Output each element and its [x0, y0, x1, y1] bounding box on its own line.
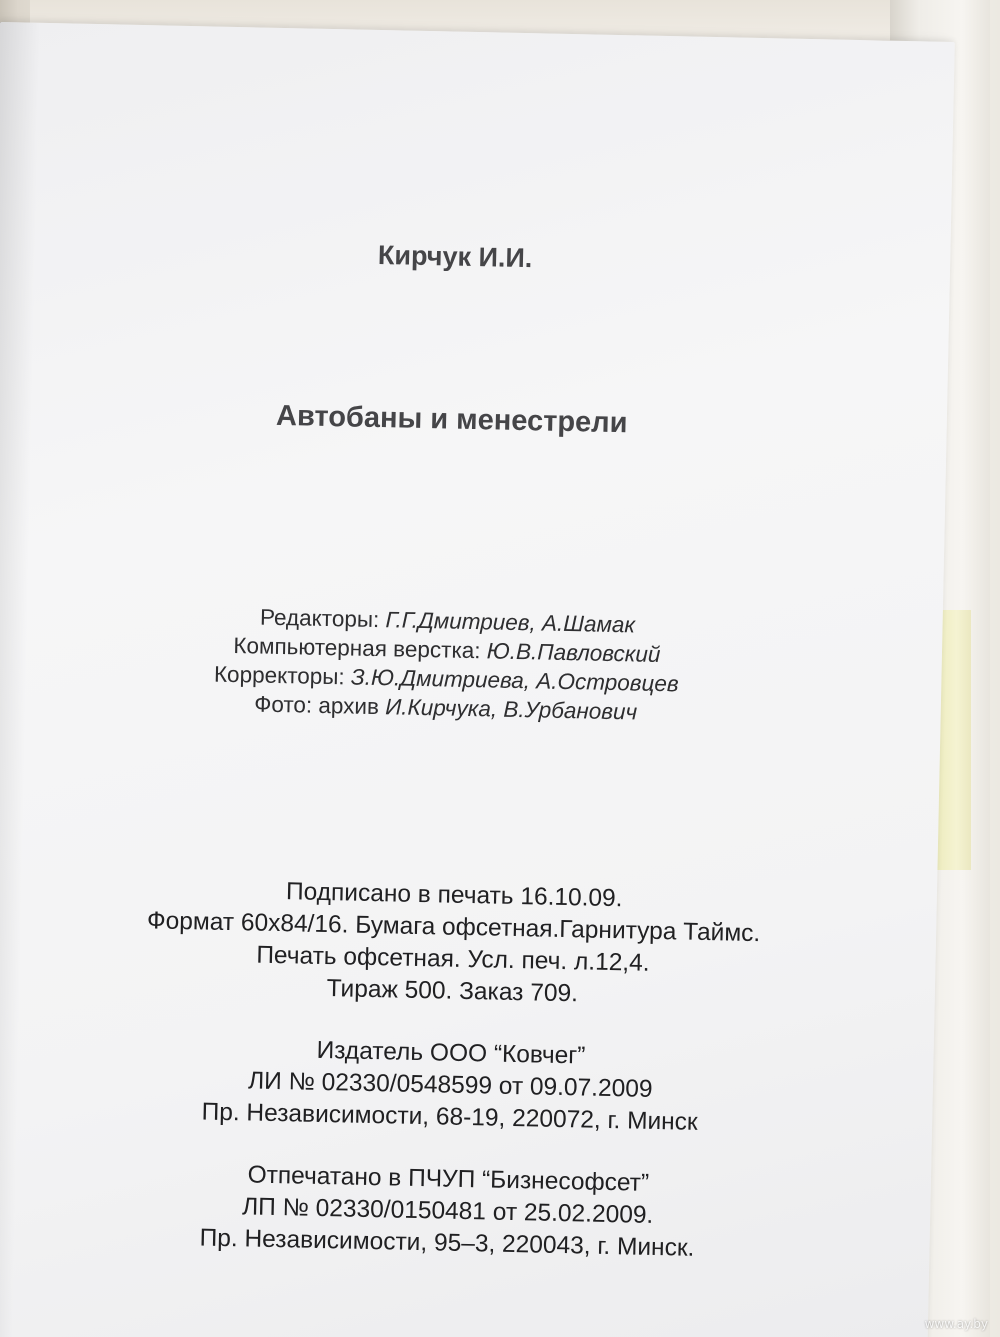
credit-names: Г.Г.Дмитриев, А.Шамак [385, 607, 636, 638]
book-page [0, 22, 955, 1337]
credit-label: Корректоры: [213, 661, 352, 690]
credit-label: Компьютерная верстка: [233, 633, 488, 664]
print-info-line: Печать офсетная. Усл. печ. л.12,4. [256, 941, 650, 977]
page-content [0, 22, 955, 1337]
credit-label: Редакторы: [259, 604, 386, 633]
author-name: Кирчук И.И. [377, 239, 533, 274]
print-info-line: Тираж 500. Заказ 709. [326, 975, 579, 1008]
print-info-line: Формат 60х84/16. Бумага офсетная.Гарнитура Таймс. [146, 907, 761, 948]
credit-names: Ю.В.Павловский [486, 638, 661, 667]
publisher-line: ЛИ № 02330/0548599 от 09.07.2009 [247, 1067, 653, 1103]
printer-line: Пр. Независимости, 95–3, 220043, г. Минск. [199, 1224, 695, 1262]
site-watermark: www.ay.by [924, 1317, 988, 1331]
credit-label: Фото: архив [253, 691, 386, 720]
book-title: Автобаны и менестрели [275, 399, 628, 440]
credits-block [0, 597, 908, 732]
imprint-block [0, 870, 927, 1270]
print-info-line: Подписано в печать 16.10.09. [285, 878, 623, 913]
credit-names: И.Кирчука, В.Урбанович [384, 694, 638, 725]
credit-names: З.Ю.Дмитриева, А.Островцев [350, 664, 679, 697]
printer-line: Отпечатано в ПЧУП “Бизнесофсет” [247, 1161, 650, 1197]
publisher-line: Пр. Независимости, 68-19, 220072, г. Минск [201, 1098, 698, 1136]
publisher-line: Издатель ООО “Ковчег” [316, 1036, 586, 1070]
printer-line: ЛП № 02330/0150481 от 25.02.2009. [241, 1193, 654, 1229]
